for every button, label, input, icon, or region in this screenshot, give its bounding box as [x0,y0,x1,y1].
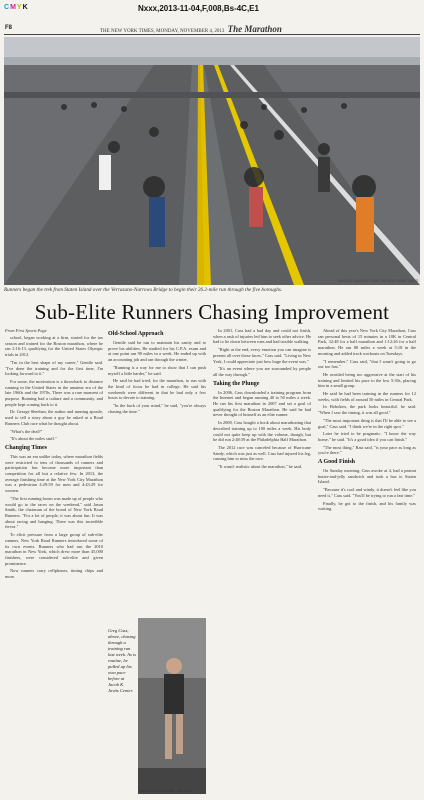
inset-photo [138,618,206,794]
lead-photo [4,37,420,285]
paragraph: He said he had tried, for the marathon, to run with the kind of focus he had in college. He said his weekends were different in that he had only a few hours to devote to training. [108,378,206,401]
paragraph: The 2012 race was canceled because of Hurricane Sandy, which was just as well. Cass had injured his leg, causing him to miss the race. [213,444,311,462]
paragraph: Dr. George Sheehan, the author and running apostle, used to tell a story about a guy he asked at a Road Runners Club race what he thought about. [5,409,103,426]
bridge-runners-illustration [4,37,420,285]
paragraph: Gentile said he ran to maintain his sanity and to prove his abilities. He studied for his C.P.A. exam and at one point ran 90 miles in a week. He ended up with an accounting job and ran through the winter. [108,340,206,363]
paragraph: "It wasn't realistic about the marathon," he said. [218,464,302,470]
paragraph: To elicit pressure from a large group of sub-elite runners, New York Road Runners introduced some of its own events. Runners who had run the 2010 marathon in New York, which drew more than 45,000 finishers, were considered sub-elite and given prominence. [5,532,103,566]
inset-credit: RICHARD PERRY/THE NEW YORK TIMES [138,789,193,793]
paragraph: "The first running boom was made up of people who would go to the races on the weekend," said Jason Smith, the chairman of the board of New York Road Runners. "For a lot of people, it was about fun. It was about racing and hanging. There was this incredible fervor." [5,495,103,530]
paragraph: "It's an event where you are surrounded by people all the way through." [213,366,311,377]
photo-credit: VINCENT LAFORET FOR THE NEW YORK TIMES [337,279,418,283]
paragraph: school, began working at a firm, started for the tax season and trained for the Boston marathon, where he ran 2:16:13, qualifying for the United States Olympic trials in 2012. [5,335,103,358]
paragraph: "Because it's cool and windy, it doesn't feel like you need it," Cass said. "You'll be trying to run a fast time." [318,487,416,498]
section-title: The Marathon [227,24,282,34]
inset-caption: Greg Cass, above, chasing through a training run last week. As is routine, he pulled up his own pace before at Jacob K. Javits Center. [108,628,136,693]
masthead-rule [4,34,420,35]
article-column-2 [108,328,206,613]
article-column-1 [5,328,103,794]
paragraph: "I'm in the best shape of my career," Gentile said. "I've done the training and for the first time, I'm looking forward to it." [5,359,103,377]
photo-caption: Runners began the trek from Staten Island over the Verrazano-Narrows Bridge to begin their 26.2-mile run through the five boroughs. [4,287,283,293]
subhead: Changing Times [5,444,47,451]
page-number: F8 [5,25,13,31]
headline: Sub-Elite Runners Chasing Improvement [34,300,390,324]
paragraph: "Right at the end, every emotion you can imagine is present all over those faces," Cass said. "Living in New York, I could appreciate just how huge the event was." [213,347,311,364]
article-dateline: From First Sports Page [5,328,47,333]
paragraph: For some, the motivation is a throwback to distance running in the United States in the amateur era of the late 1960s and the 1970s. There was a rare moment of purpose. Running had a culture and a community, and people kept coming back to it. [5,378,103,407]
paragraph: In 2008, Cass bought a book about marathoning that described training up to 100 miles a week. His body could not quite keep up with the volume, though, but he did run 2:48:39 at the Philadelphia Half Marathon. [213,420,311,443]
paragraph: "What's the deal?" [10,428,43,434]
runner-illustration [138,618,206,794]
paragraph: "I remember," Cass said, "that I wasn't going to go out too fast." [318,358,416,370]
subhead: A Good Finish [318,459,356,466]
paragraph: "The most important thing is that I'll be able to see a goal," Cass said. "I think we're in the right spot." [318,417,416,429]
subhead: Taking the Plunge [213,380,260,387]
article-column-4 [318,328,416,794]
paragraph: "It's about the miles stuff." [10,436,57,442]
paragraph: He avoided being too aggressive at the start of his training and limited his pace to the low 5:30s, placing him in a small group. [318,371,416,389]
paragraph: He said he had been training in the runners for 12 weeks, with fields of around 50 miles in Central Park. [318,391,416,402]
paragraph: Ahead of this year's New York City Marathon, Cass ran personal bests of 15 minutes in a 10K in Central Park, 32:48 for a half marathon and 1:12:26 for a half marathon. He ran 80 miles a week at 5:18 in the morning and added track workouts on Tuesdays. [318,328,416,356]
paragraph: "In the back of your mind," he said, "you're always chasing the time." [108,403,206,414]
paragraph: This was an era unlike today, where marathon fields were restricted to tens of thousands of runners and participation has become more important than competition for all but a relative few. In 2013, the average finishing time at the New York City Marathon was a pedestrian 4:29:59 for men and 4:43:29 for women. [5,453,103,494]
paragraph: On Sunday morning, Cass awoke at 4, had a peanut butter-and-jelly sandwich and took a bus to Staten Island. [318,468,416,485]
paragraph: In 2001, Cass had a bad day and could not finish, when a rash of injuries led him to seek other advice. He had to lie down between runs and had trouble walking. [213,328,311,345]
paragraph: "Running is a way for me to show that I can push myself a little harder," he said. [108,364,206,376]
paragraph: Finally, he got to the finish, and his family was waiting. [318,500,416,512]
paragraph: Now runners carry cellphones, timing chips and more. [5,568,103,580]
paragraph: "The most thing," Rast said, "is your pace as long as you're there." [318,444,416,456]
page-slug: Nxxx,2013-11-04,F,008,Bs-4C,E1 [138,4,259,13]
paragraph: In Hoboken, the park looks beautiful, he said. "When I saw the timing, it was all good." [318,404,416,416]
article-column-3 [213,328,311,794]
masthead-dateline: THE NEW YORK TIMES, MONDAY, NOVEMBER 4, 2013 [100,29,225,34]
masthead [100,24,282,34]
subhead: Old-School Approach [108,331,164,337]
paragraph: In 2006, Cass downloaded a training program from the Internet and began running 40 to 50 miles a week. He ran his first marathon in 2007 and set a goal of qualifying for the Boston Marathon. He said he had never thought of himself as an elite runner. [213,389,311,418]
paragraph: Later he tried to be pragmatic. "I know the way home," he said. "It's a good idea if you can finish." [318,431,416,442]
registration-marks: CMYK [4,4,29,11]
inset-photo-block [108,618,206,794]
